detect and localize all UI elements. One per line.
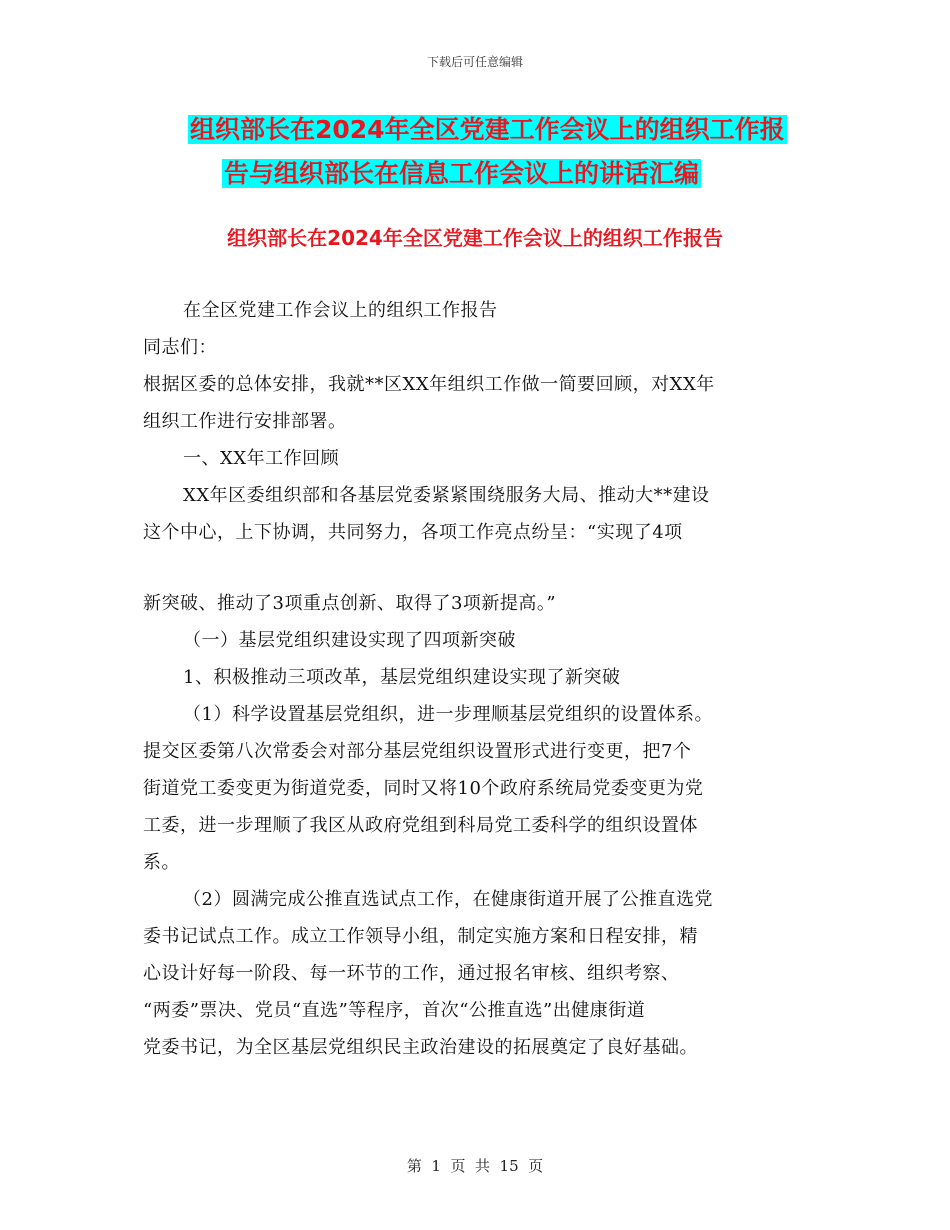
body-line: 根据区委的总体安排，我就**区XX年组织工作做一简要回顾，对XX年 — [143, 374, 715, 395]
paragraph-gap — [143, 551, 823, 585]
title-line-2-text: 告与组织部长在信息工作会议上的讲话汇编 — [224, 159, 700, 188]
title-line-1 — [140, 108, 820, 152]
body-line: 同志们： — [143, 337, 217, 358]
body-line: 这个中心，上下协调，共同努力，各项工作亮点纷呈：“实现了4项 — [143, 522, 683, 543]
body-line: 在全区党建工作会议上的组织工作报告 — [183, 300, 498, 321]
body-line: 1、积极推动三项改革，基层党组织建设实现了新突破 — [183, 667, 621, 688]
body-line: 一、XX年工作回顾 — [183, 448, 340, 469]
body-line: 党委书记，为全区基层党组织民主政治建设的拓展奠定了良好基础。 — [143, 1037, 698, 1058]
body-text — [143, 292, 823, 1066]
title-line-1-text: 组织部长在2024年全区党建工作会议上的组织工作报 — [190, 115, 785, 144]
body-line: “两委”票决、党员“直选”等程序，首次“公推直选”出健康街道 — [143, 1000, 646, 1021]
title-line-2 — [140, 152, 820, 196]
body-line: 工委，进一步理顺了我区从政府党组到科局党工委科学的组织设置体 — [143, 815, 698, 836]
body-line: 委书记试点工作。成立工作领导小组，制定实施方案和日程安排，精 — [143, 926, 698, 947]
body-line: （1）科学设置基层党组织，进一步理顺基层党组织的设置体系。 — [183, 704, 713, 725]
document-title — [140, 108, 820, 196]
body-line: 提交区委第八次常委会对部分基层党组织设置形式进行变更，把7个 — [143, 741, 692, 762]
body-line: （2）圆满完成公推直选试点工作，在健康街道开展了公推直选党 — [183, 889, 713, 910]
body-line: 街道党工委变更为街道党委，同时又将10个政府系统局党委变更为党 — [143, 778, 704, 799]
page-footer: 第 1 页 共 15 页 — [406, 1157, 544, 1175]
body-line: 组织工作进行安排部署。 — [143, 411, 347, 432]
body-line: （一）基层党组织建设实现了四项新突破 — [183, 630, 516, 651]
header-note: 下载后可任意编辑 — [426, 55, 523, 69]
body-line: 系。 — [143, 852, 180, 873]
section-title: 组织部长在2024年全区党建工作会议上的组织工作报告 — [227, 226, 723, 250]
body-line: 心设计好每一阶段、每一环节的工作，通过报名审核、组织考察、 — [143, 963, 680, 984]
body-line: 新突破、推动了3项重点创新、取得了3项新提高。” — [143, 593, 557, 614]
body-line: XX年区委组织部和各基层党委紧紧围绕服务大局、推动大**建设 — [183, 485, 710, 506]
